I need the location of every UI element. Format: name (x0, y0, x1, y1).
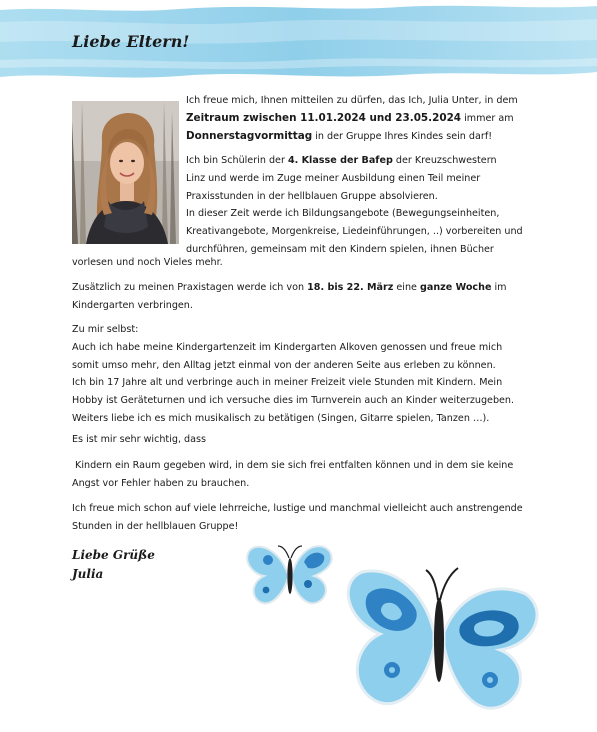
greeting-heading: Liebe Eltern! (72, 32, 190, 51)
about-line-3: somit umso mehr, den Alltag jetzt einmal von der anderen Seite aus erleben zu können. (72, 359, 496, 371)
extra-week-bold: ganze Woche (420, 282, 492, 293)
important-line-1: Es ist mir sehr wichtig, dass (72, 434, 207, 445)
extra-line-1-end: im (491, 282, 507, 293)
intro-line-2-rest: immer am (461, 112, 514, 124)
school-line-7: vorlesen und noch Vieles mehr. (72, 257, 223, 268)
signature (72, 546, 155, 584)
school-line-5: Kreativangebote, Morgenkreise, Liedeinführungen, ..) vorbereiten und (186, 226, 523, 238)
about-line-6: Weiters liebe ich es mich musikalisch zu betätigen (Singen, Gitarre spielen, Tanzen …). (72, 412, 490, 424)
signature-line-1: Liebe Grüße (72, 548, 155, 562)
extra-line-1-start: Zusätzlich zu meinen Praxistagen werde ich von (72, 282, 308, 293)
school-line-2: Linz und werde im Zuge meiner Ausbildung einen Teil meiner (186, 172, 481, 184)
butterfly-large-icon (340, 560, 550, 718)
extra-week-paragraph (72, 279, 532, 315)
school-paragraph (186, 152, 531, 259)
school-line-3: Praxisstunden in der hellblauen Gruppe absolvieren. (186, 190, 438, 202)
weekday-bold: Donnerstagvormittag (186, 129, 313, 142)
important-paragraph (72, 457, 532, 493)
about-paragraph (72, 321, 532, 428)
extra-dates-bold: 18. bis 22. März (307, 282, 394, 293)
intro-line-2 (186, 110, 531, 128)
important-line-3: Angst vor Fehler haben zu brauchen. (72, 477, 250, 489)
school-line-1-rest: der Kreuzschwestern (392, 155, 497, 166)
closing-line-1: Ich freue mich schon auf viele lehrreiche, lustige und manchmal vielleicht auch anstrengende (72, 503, 523, 514)
school-class-bold: 4. Klasse der Bafep (287, 155, 393, 166)
closing-line-2: Stunden in der hellblauen Gruppe! (72, 520, 239, 532)
intro-paragraph (186, 92, 531, 145)
school-line-1 (186, 152, 531, 170)
about-line-2: Auch ich habe meine Kindergartenzeit im Kindergarten Alkoven genossen und freue mich (72, 341, 503, 353)
signature-line-2: Julia (72, 567, 104, 581)
intro-line-1: Ich freue mich, Ihnen mitteilen zu dürfen, das Ich, Julia Unter, in dem (186, 95, 518, 106)
school-line-6: durchführen, gemeinsam mit den Kindern spielen, ihnen Bücher (186, 243, 494, 255)
about-line-4: Ich bin 17 Jahre alt und verbringe auch in meiner Freizeit viele Stunden mit Kindern. Mein (72, 377, 503, 389)
portrait-photo (72, 101, 179, 244)
school-line-1-start: Ich bin Schülerin der (186, 155, 288, 166)
important-line-2: Kindern ein Raum gegeben wird, in dem sie sich frei entfalten können und in dem sie keine (72, 460, 514, 471)
intro-line-3-rest: in der Gruppe Ihres Kindes sein darf! (312, 130, 493, 142)
intro-line-3 (186, 128, 531, 146)
about-line-5: Hobby ist Geräteturnen und ich versuche dies im Turnverein auch an Kinder weiterzugeben. (72, 395, 515, 407)
about-line-1: Zu mir selbst: (72, 324, 139, 335)
school-line-4: In dieser Zeit werde ich Bildungsangebote (Bewegungseinheiten, (186, 208, 500, 220)
closing-paragraph (72, 500, 532, 536)
extra-line-1-mid: eine (393, 282, 420, 293)
period-bold: Zeitraum zwischen 11.01.2024 und 23.05.2024 (186, 111, 462, 124)
extra-line-2: Kindergarten verbringen. (72, 299, 193, 311)
extra-line-1 (72, 279, 532, 297)
butterfly-small-icon (244, 538, 336, 612)
